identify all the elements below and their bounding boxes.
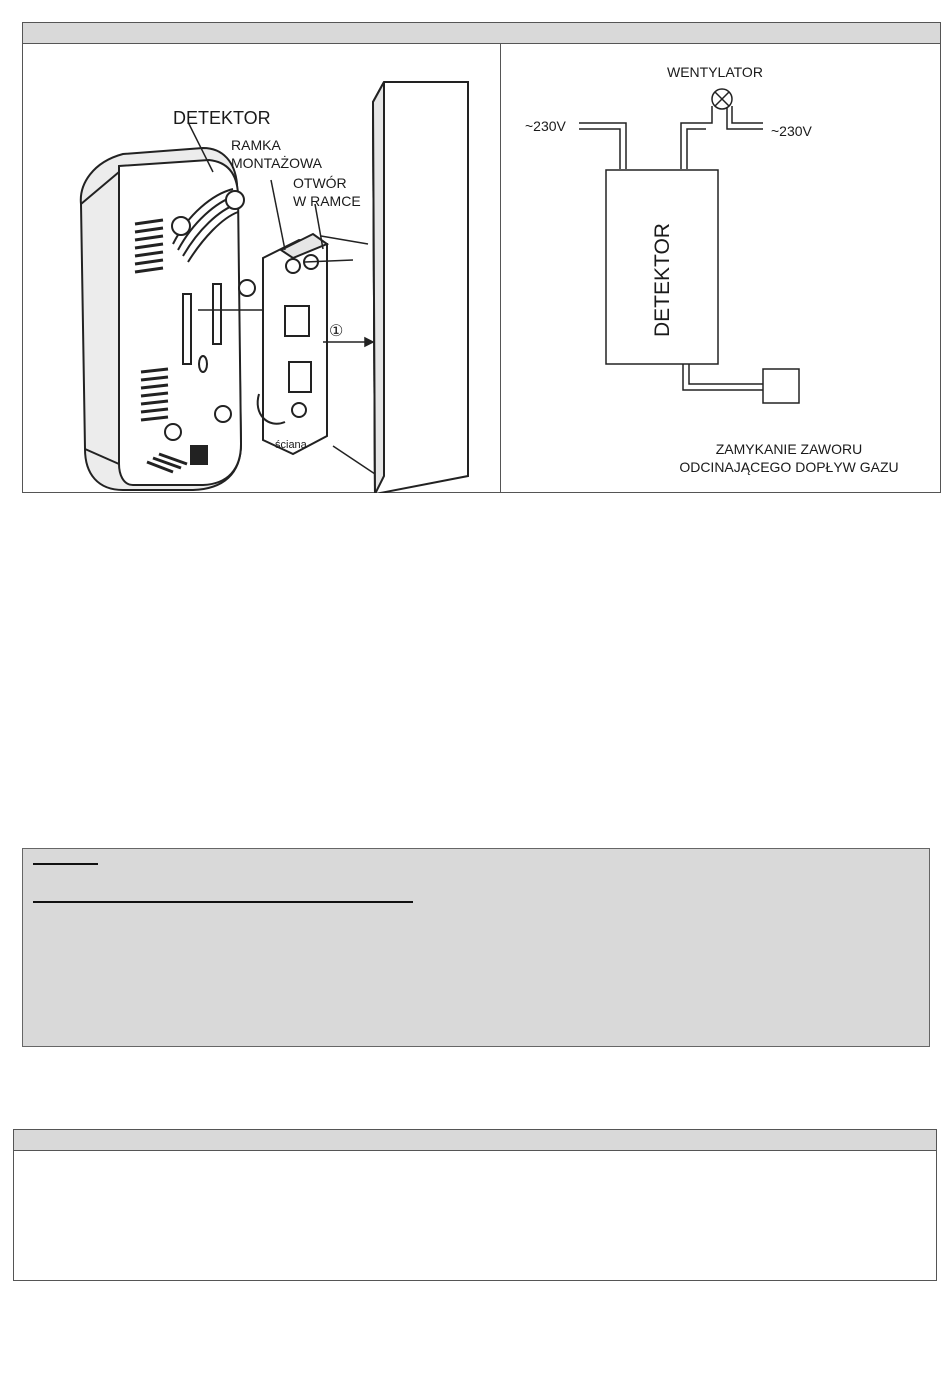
wiring-diagram [501,44,941,493]
mounting-illustration [23,44,500,493]
label-detector: DETEKTOR [173,108,271,128]
wall-panel [373,82,468,493]
detector-body [81,148,244,490]
note-box [22,848,930,1047]
fan-lamp-symbol [712,89,732,109]
label-fan: WENTYLATOR [667,64,763,80]
section-header-bar [14,1130,936,1151]
label-step-marker: ① [329,323,344,340]
figure-box [22,22,941,493]
label-hole-line2: W RAMCE [293,193,361,209]
label-detector-box: DETEKTOR [651,223,674,337]
section-box [13,1129,937,1281]
label-valve-line2: ODCINAJĄCEGO DOPŁYW GAZU [679,459,899,475]
label-frame-line1: RAMKA [231,137,281,153]
mounting-frame [239,234,327,454]
label-hole-line1: OTWÓR [293,175,347,191]
valve-box [763,369,799,403]
label-voltage-left: ~230V [525,118,566,134]
mounting-illustration-panel [23,44,500,493]
figure-header-bar [23,23,940,44]
label-frame-line2: MONTAŻOWA [231,155,322,171]
wiring-diagram-panel [501,44,941,493]
label-wall: ściana [275,439,307,451]
note-subtitle-underline [33,901,413,903]
label-voltage-right: ~230V [771,123,812,139]
label-valve-line1: ZAMYKANIE ZAWORU [715,441,863,457]
note-title-underline [33,863,98,865]
